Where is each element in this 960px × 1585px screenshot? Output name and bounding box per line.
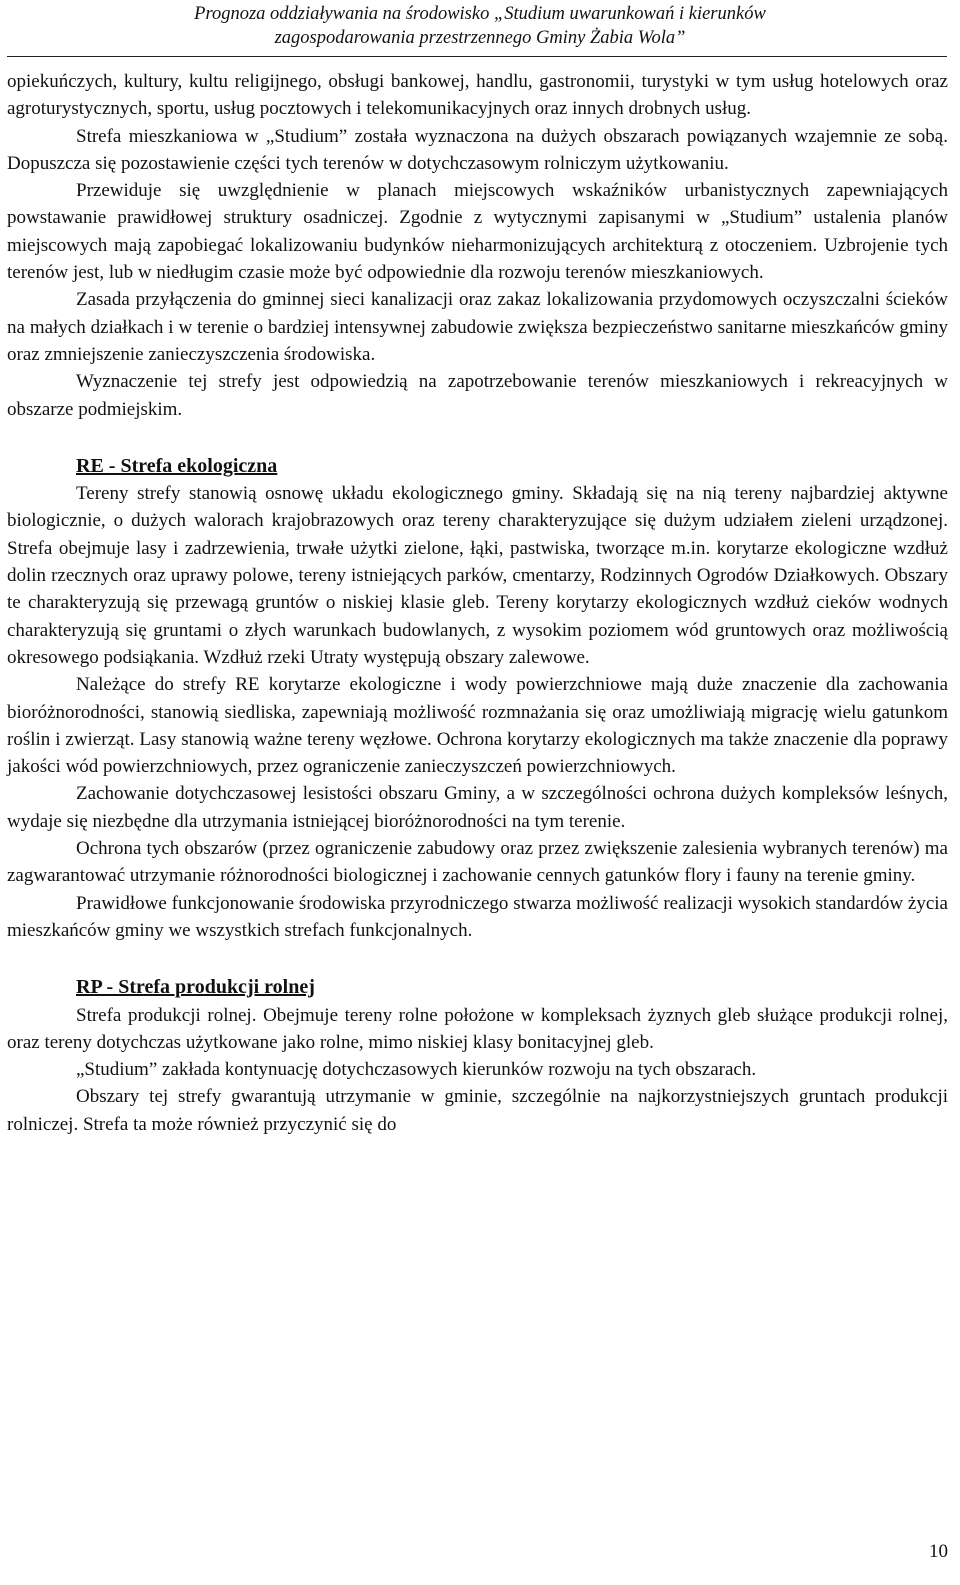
page-header <box>0 2 960 50</box>
paragraph-intro-continuation: opiekuńczych, kultury, kultu religijnego, obsługi bankowej, handlu, gastronomii, turystyki w tym usług hotelowych oraz agroturystycznych, sportu, usług pocztowych i telekomunikacyjnych oraz innych drobnych usług. <box>7 71 948 120</box>
document-body <box>7 68 948 1138</box>
section-heading-rp-text: RP - Strefa produkcji rolnej <box>76 976 315 999</box>
paragraph-re-forest-cover: Zachowanie dotychczasowej lesistości obszaru Gminy, a w szczególności ochrona dużych kompleksów leśnych, wydaje się niezbędne dla utrzymania istniejącej bioróżnorodności na tym terenie. <box>7 783 948 832</box>
page-number: 10 <box>929 1541 948 1562</box>
paragraph-urban-indicators: Przewiduje się uwzględnienie w planach miejscowych wskaźników urbanistycznych zapewniających powstawanie prawidłowej struktury osadniczej. Zgodnie z wytycznymi zapisanymi w „Studium” ustalenia planów miejscowych mają zapobiegać lokalizowaniu budynków nieharmonizujących architekturą z otoczeniem. Uzbrojenie tych terenów jest, lub w niedługim czasie może być odpowiednie dla rozwoju terenów mieszkaniowych. <box>7 180 948 284</box>
header-divider <box>7 56 947 57</box>
header-line-1: Prognoza oddziaływania na środowisko „Studium uwarunkowań i kierunków <box>194 4 766 24</box>
paragraph-rp-studium: „Studium” zakłada kontynuację dotychczasowych kierunków rozwoju na tych obszarach. <box>76 1059 757 1081</box>
section-heading-re-text: RE - Strefa ekologiczna <box>76 454 278 477</box>
paragraph-re-standards: Prawidłowe funkcjonowanie środowiska przyrodniczego stwarza możliwość realizacji wysokich standardów życia mieszkańców gminy we wszystkich strefach funkcjonalnych. <box>7 892 948 941</box>
section-heading-rp <box>7 974 948 1001</box>
paragraph-zone-purpose: Wyznaczenie tej strefy jest odpowiedzią na zapotrzebowanie terenów mieszkaniowych i rekreacyjnych w obszarze podmiejskim. <box>7 371 948 420</box>
paragraph-rp-guarantee: Obszary tej strefy gwarantują utrzymanie w gminie, szczególnie na najkorzystniejszych gruntach produkcji rolniczej. Strefa ta może również przyczynić się do <box>7 1086 948 1135</box>
paragraph-rp-description: Strefa produkcji rolnej. Obejmuje tereny rolne położone w kompleksach żyznych gleb służące produkcji rolnej, oraz tereny dotychczas użytkowane jako rolne, mimo niskiej klasy bonitacyjnej gleb. <box>7 1004 948 1053</box>
header-line-2: zagospodarowania przestrzennego Gminy Żabia Wola” <box>274 28 686 48</box>
paragraph-re-corridors: Należące do strefy RE korytarze ekologiczne i wody powierzchniowe mają duże znaczenie dla zachowania bioróżnorodności, stanowią siedliska, zapewniają możliwość rozmnażania się oraz umożliwiają migrację wielu gatunkom roślin i zwierząt. Lasy stanowią ważne tereny węzłowe. Ochrona korytarzy ekologicznych ma także znaczenie dla poprawy jakości wód powierzchniowych, przez ograniczenie zanieczyszczeń powierzchniowych. <box>7 674 948 778</box>
paragraph-residential-zone: Strefa mieszkaniowa w „Studium” została wyznaczona na dużych obszarach powiązanych wzajemnie ze sobą. Dopuszcza się pozostawienie części tych terenów w dotychczasowym rolniczym użytkowaniu. <box>7 125 948 174</box>
section-heading-re <box>7 453 948 480</box>
paragraph-sewage-rule: Zasada przyłączenia do gminnej sieci kanalizacji oraz zakaz lokalizowania przydomowych oczyszczalni ścieków na małych działkach i w terenie o bardziej intensywnej zabudowie zwiększa bezpieczeństwo sanitarne mieszkańców gminy oraz zmniejszenie zanieczyszczenia środowiska. <box>7 289 948 365</box>
paragraph-re-protection: Ochrona tych obszarów (przez ograniczenie zabudowy oraz przez zwiększenie zalesienia wybranych terenów) ma zagwarantować utrzymanie różnorodności biologicznej i zachowanie cennych gatunków flory i fauny na terenie gminy. <box>7 838 948 887</box>
paragraph-re-description: Tereny strefy stanowią osnowę układu ekologicznego gminy. Składają się na nią tereny najbardziej aktywne biologicznie, o dużych walorach krajobrazowych oraz tereny charakteryzujące się dużym udziałem zieleni urządzonej. Strefa obejmuje lasy i zadrzewienia, trwałe użytki zielone, łąki, pastwiska, tworzące m.in. korytarze ekologiczne wzdłuż dolin rzecznych oraz uprawy polowe, tereny istniejących parków, cmentarzy, Rodzinnych Ogrodów Działkowych. Obszary te charakteryzują się przewagą gruntów o niskiej klasie gleb. Tereny korytarzy ekologicznych wzdłuż cieków wodnych charakteryzują się gruntami o złych warunkach budowlanych, z wysokim poziomem wód gruntowych oraz możliwością okresowego podsiąkania. Wzdłuż rzeki Utraty występują obszary zalewowe. <box>7 483 948 668</box>
